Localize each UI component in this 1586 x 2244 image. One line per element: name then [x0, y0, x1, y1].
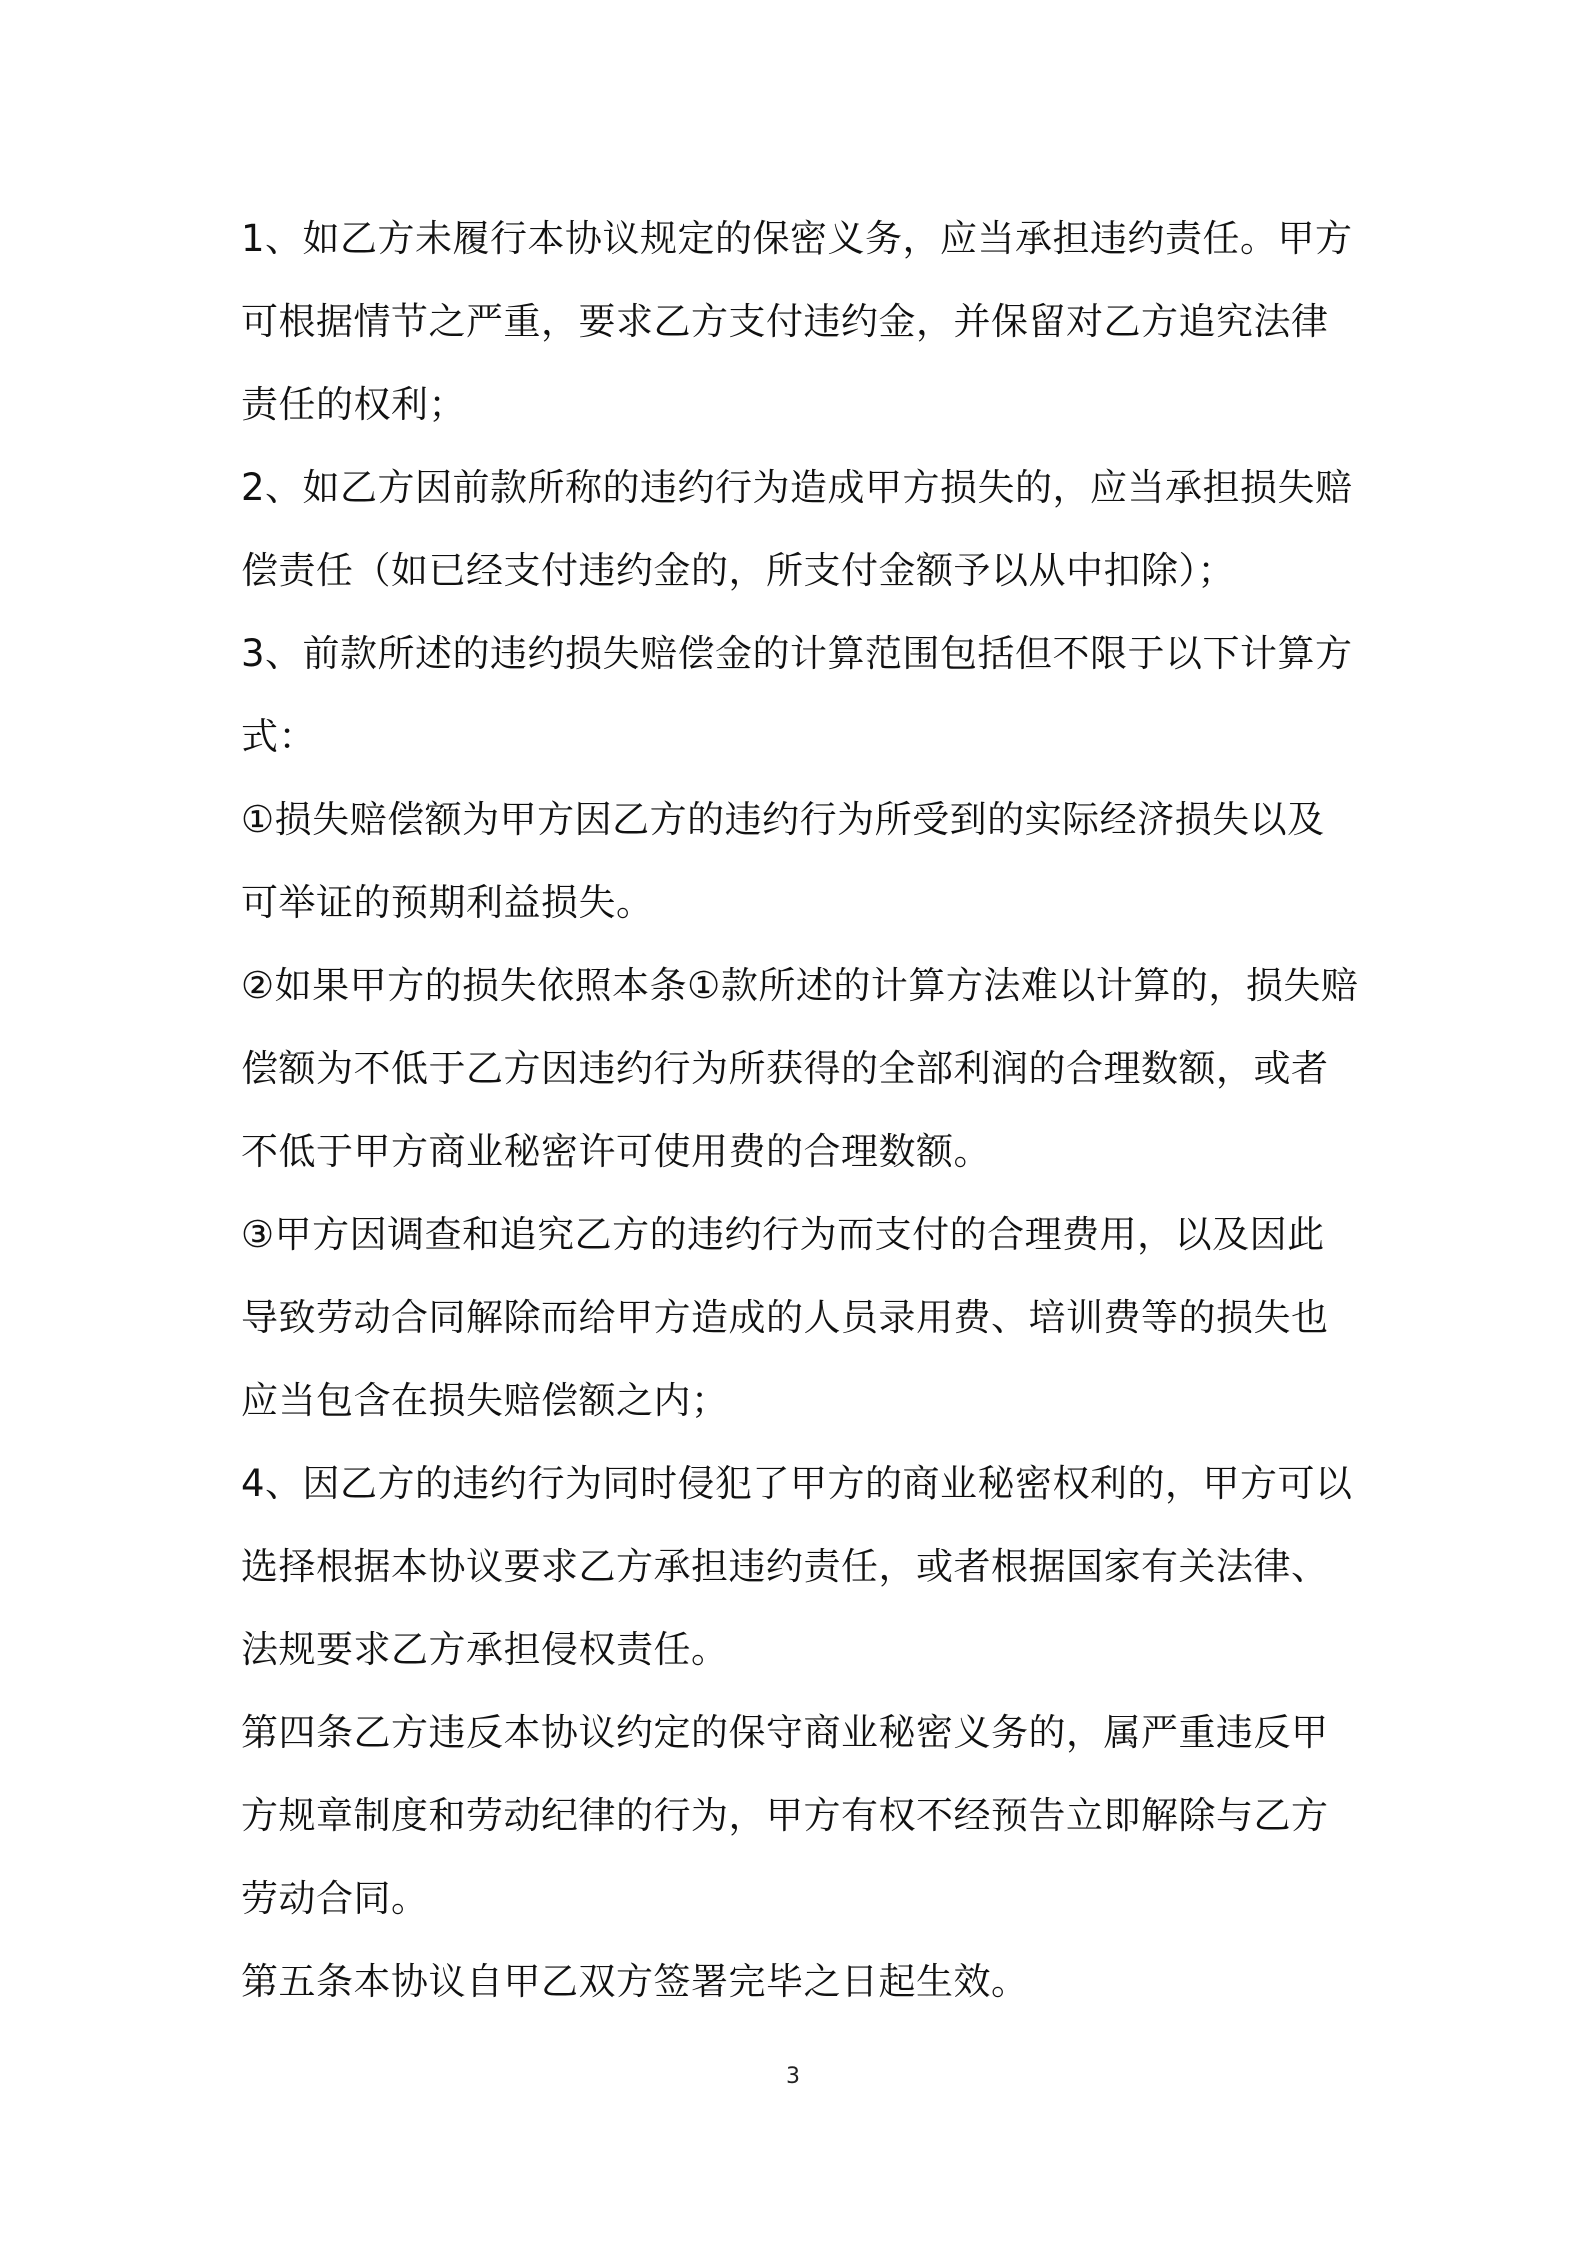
paragraph-article-4: 第四条乙方违反本协议约定的保守商业秘密义务的，属严重违反甲方规章制度和劳动纪律的行为，甲方有权不经预告立即解除与乙方劳动合同。: [241, 1711, 1329, 1920]
paragraph-item-3: ③甲方因调查和追究乙方的违约行为而支付的合理费用，以及因此导致劳动合同解除而给甲方造成的人员录用费、培训费等的损失也应当包含在损失赔偿额之内；: [241, 1213, 1329, 1422]
page-number: 3: [786, 2064, 800, 2089]
paragraph-clause-4: 4、因乙方的违约行为同时侵犯了甲方的商业秘密权利的，甲方可以选择根据本协议要求乙方承担违约责任，或者根据国家有关法律、法规要求乙方承担侵权责任。: [241, 1462, 1353, 1671]
paragraph-clause-2: 2、如乙方因前款所称的违约行为造成甲方损失的，应当承担损失赔偿责任（如已经支付违约金的，所支付金额予以从中扣除）；: [241, 466, 1353, 592]
paragraph-article-5: 第五条本协议自甲乙双方签署完毕之日起生效。: [241, 1960, 1029, 2003]
paragraph-clause-3: 3、前款所述的违约损失赔偿金的计算范围包括但不限于以下计算方式：: [241, 632, 1353, 758]
document-body: [241, 197, 1361, 2023]
paragraph-item-1: ①损失赔偿额为甲方因乙方的违约行为所受到的实际经济损失以及可举证的预期利益损失。: [241, 798, 1325, 924]
paragraph-item-2: ②如果甲方的损失依照本条①款所述的计算方法难以计算的，损失赔偿额为不低于乙方因违约行为所获得的全部利润的合理数额，或者不低于甲方商业秘密许可使用费的合理数额。: [241, 964, 1359, 1173]
paragraph-clause-1: 1、如乙方未履行本协议规定的保密义务，应当承担违约责任。甲方可根据情节之严重，要求乙方支付违约金，并保留对乙方追究法律责任的权利；: [241, 217, 1353, 426]
